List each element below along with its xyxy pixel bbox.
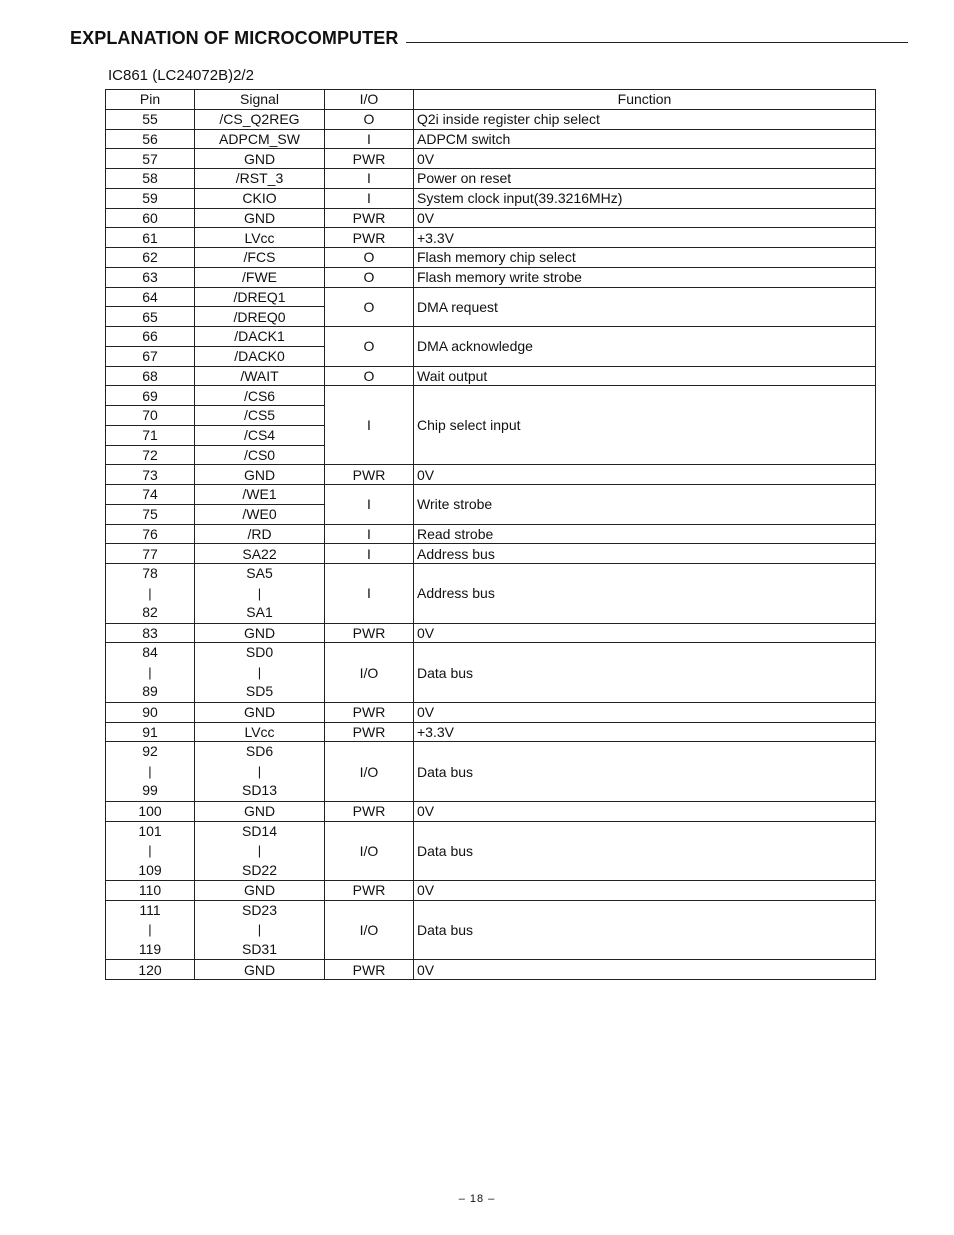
pin-cell: 70 [106,406,195,426]
io-cell: PWR [325,702,414,722]
signal-cell: SA22 [195,544,325,564]
pin-cell: 71 [106,425,195,445]
table-row [106,722,876,742]
function-cell: Data bus [414,821,876,881]
io-cell: I [325,169,414,189]
signal-cell: GND [195,702,325,722]
io-cell: I [325,386,414,465]
pin-cell: 100 [106,801,195,821]
io-cell: PWR [325,623,414,643]
signal-cell: /RD [195,524,325,544]
signal-range [195,901,324,960]
range-bar-icon: | [148,664,152,680]
table-row [106,465,876,485]
function-cell: Data bus [414,900,876,960]
signal-cell: /FCS [195,248,325,268]
pin-number: 82 [142,604,158,620]
signal-cell: /WE0 [195,504,325,524]
pin-number: 119 [138,940,162,957]
signal-cell: /CS5 [195,406,325,426]
pin-cell: 120 [106,960,195,980]
function-cell: Data bus [414,643,876,703]
signal-name: SD5 [245,683,274,700]
io-cell: O [325,109,414,129]
table-row [106,149,876,169]
signal-cell: /DREQ0 [195,307,325,327]
pin-number: 101 [138,822,162,839]
pin-cell: 74 [106,485,195,505]
function-cell: DMA request [414,287,876,327]
range-bar-icon: | [257,922,262,938]
signal-name: SD23 [241,901,278,918]
function-cell: Power on reset [414,169,876,189]
signal-cell: GND [195,149,325,169]
pin-cell: 73 [106,465,195,485]
signal-range-cell [195,564,325,624]
io-cell: I [325,544,414,564]
pin-range-cell [106,564,195,624]
function-cell: 0V [414,881,876,901]
io-cell: O [325,267,414,287]
signal-range-cell [195,643,325,703]
pin-number: 111 [139,901,161,918]
pin-cell: 58 [106,169,195,189]
io-cell: I/O [325,742,414,802]
signal-cell: /CS4 [195,425,325,445]
column-header-io: I/O [325,90,414,110]
pin-cell: 69 [106,386,195,406]
pin-number: 109 [138,861,162,878]
signal-cell: GND [195,623,325,643]
signal-cell: /DREQ1 [195,287,325,307]
signal-cell: /CS_Q2REG [195,109,325,129]
signal-name: SD22 [241,861,278,878]
column-header-function: Function [414,90,876,110]
pin-cell: 64 [106,287,195,307]
column-header-pin: Pin [106,90,195,110]
signal-cell: LVcc [195,228,325,248]
pin-range-cell [106,900,195,960]
signal-name: SD31 [241,940,278,957]
table-row [106,327,876,347]
pin-range [106,564,194,623]
signal-cell: /WE1 [195,485,325,505]
range-bar-icon: | [148,843,152,858]
table-row [106,386,876,406]
signal-cell: CKIO [195,188,325,208]
table-row [106,623,876,643]
pin-range [106,742,194,801]
function-cell: 0V [414,960,876,980]
pin-cell: 83 [106,623,195,643]
signal-cell: /WAIT [195,366,325,386]
io-cell: I [325,129,414,149]
function-cell: Data bus [414,742,876,802]
table-row [106,248,876,268]
io-cell: O [325,248,414,268]
pin-cell: 75 [106,504,195,524]
function-cell: +3.3V [414,228,876,248]
table-row [106,702,876,722]
table-row [106,188,876,208]
io-cell: I [325,188,414,208]
title-rule [406,42,908,43]
signal-range [195,822,324,881]
io-cell: I/O [325,643,414,703]
function-cell: 0V [414,149,876,169]
signal-cell: GND [195,960,325,980]
io-cell: PWR [325,960,414,980]
range-bar-icon: | [257,763,262,779]
io-cell: PWR [325,465,414,485]
signal-range-cell [195,900,325,960]
table-row [106,109,876,129]
function-cell: Flash memory chip select [414,248,876,268]
pin-cell: 91 [106,722,195,742]
io-cell: I [325,524,414,544]
signal-cell: ADPCM_SW [195,129,325,149]
function-cell: Wait output [414,366,876,386]
function-cell: Chip select input [414,386,876,465]
table-row [106,960,876,980]
table-row [106,208,876,228]
pin-number: 89 [142,683,158,700]
pin-cell: 76 [106,524,195,544]
table-row [106,287,876,307]
section-header [70,26,908,48]
table-row [106,821,876,881]
io-cell: O [325,327,414,367]
signal-range [195,564,324,623]
pin-function-table [105,89,876,980]
range-bar-icon: | [148,763,152,779]
pin-range-cell [106,742,195,802]
function-cell: 0V [414,702,876,722]
pin-range [106,901,194,960]
pin-cell: 63 [106,267,195,287]
table-row [106,485,876,505]
table-row [106,169,876,189]
io-cell: I [325,564,414,624]
table-row [106,564,876,624]
signal-cell: GND [195,465,325,485]
signal-range-cell [195,742,325,802]
section-title: EXPLANATION OF MICROCOMPUTER [70,28,399,48]
range-bar-icon: | [148,922,152,938]
table-row [106,801,876,821]
range-bar-icon: | [257,843,262,858]
table-row [106,900,876,960]
io-cell: PWR [325,881,414,901]
pin-cell: 61 [106,228,195,248]
signal-name: SD14 [241,822,278,839]
pin-range-cell [106,821,195,881]
function-cell: 0V [414,801,876,821]
signal-cell: GND [195,881,325,901]
io-cell: I/O [325,900,414,960]
signal-cell: /CS6 [195,386,325,406]
pin-cell: 60 [106,208,195,228]
signal-range [195,643,324,702]
function-cell: 0V [414,465,876,485]
pin-cell: 65 [106,307,195,327]
ic-title: IC861 (LC24072B)2/2 [108,67,254,84]
table-row [106,643,876,703]
signal-cell: /CS0 [195,445,325,465]
table-header-row [106,90,876,110]
column-header-signal: Signal [195,90,325,110]
range-bar-icon: | [257,585,262,601]
signal-cell: GND [195,801,325,821]
pin-cell: 56 [106,129,195,149]
pin-cell: 62 [106,248,195,268]
io-cell: I/O [325,821,414,881]
pin-cell: 90 [106,702,195,722]
function-cell: Write strobe [414,485,876,525]
pin-number: 84 [142,644,158,661]
table-row [106,228,876,248]
pin-cell: 57 [106,149,195,169]
table-row [106,881,876,901]
signal-cell: LVcc [195,722,325,742]
signal-range [195,742,324,801]
pin-number: 78 [142,565,158,581]
signal-name: SD13 [241,782,278,799]
pin-cell: 66 [106,327,195,347]
signal-name: SD6 [245,743,274,760]
signal-cell: /RST_3 [195,169,325,189]
table-row [106,544,876,564]
table-row [106,267,876,287]
pin-cell: 67 [106,346,195,366]
io-cell: I [325,485,414,525]
io-cell: O [325,366,414,386]
function-cell: +3.3V [414,722,876,742]
function-cell: 0V [414,208,876,228]
function-cell: DMA acknowledge [414,327,876,367]
pin-range [106,643,194,702]
function-cell: System clock input(39.3216MHz) [414,188,876,208]
signal-cell: /FWE [195,267,325,287]
range-bar-icon: | [257,664,262,680]
function-cell: Q2i inside register chip select [414,109,876,129]
signal-cell: GND [195,208,325,228]
table-row [106,524,876,544]
table-row [106,742,876,802]
function-cell: ADPCM switch [414,129,876,149]
table-body [106,109,876,979]
io-cell: PWR [325,149,414,169]
signal-name: SD0 [245,644,274,661]
io-cell: PWR [325,208,414,228]
pin-cell: 77 [106,544,195,564]
signal-name: SA5 [246,565,273,581]
function-cell: Read strobe [414,524,876,544]
io-cell: PWR [325,228,414,248]
signal-name: SA1 [246,604,273,620]
pin-cell: 59 [106,188,195,208]
io-cell: O [325,287,414,327]
signal-range-cell [195,821,325,881]
table-row [106,366,876,386]
signal-cell: /DACK0 [195,346,325,366]
pin-cell: 72 [106,445,195,465]
io-cell: PWR [325,801,414,821]
function-cell: Flash memory write strobe [414,267,876,287]
pin-cell: 110 [106,881,195,901]
range-bar-icon: | [148,585,152,601]
pin-range [106,822,194,881]
io-cell: PWR [325,722,414,742]
function-cell: Address bus [414,544,876,564]
pin-number: 92 [142,743,158,760]
signal-cell: /DACK1 [195,327,325,347]
pin-number: 99 [142,782,158,799]
function-cell: Address bus [414,564,876,624]
pin-range-cell [106,643,195,703]
function-cell: 0V [414,623,876,643]
table-row [106,129,876,149]
pin-cell: 68 [106,366,195,386]
pin-cell: 55 [106,109,195,129]
page-number: – 18 – [458,1193,496,1205]
